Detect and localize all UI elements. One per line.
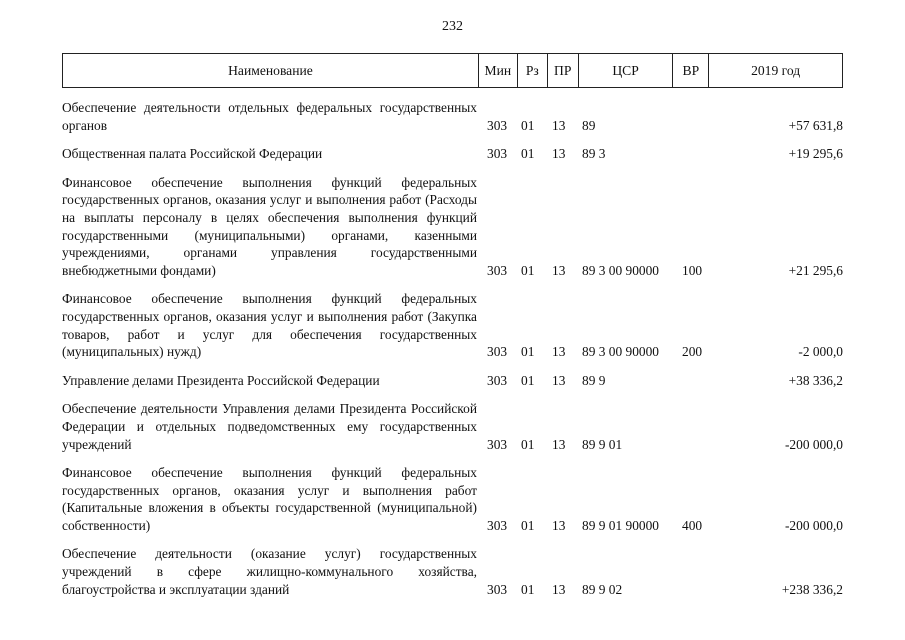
row-pr: 13: [552, 517, 566, 533]
row-name: Финансовое обеспечение выполнения функций федеральных государственных органов, оказания услуг и выполнения работ (Капитальные вложения в объекты государственной (муниципальной) собственности): [62, 465, 477, 533]
row-name: Управление делами Президента Российской Федерации: [62, 372, 380, 388]
row-value: -200 000,0: [784, 517, 843, 533]
row-codes: [62, 436, 843, 454]
header-csr: ЦСР: [579, 54, 674, 87]
row-codes: [62, 581, 843, 599]
row-pr: 13: [552, 581, 566, 597]
row-min: 303: [487, 581, 508, 597]
table-header: [62, 53, 843, 88]
row-rz: 01: [521, 117, 535, 133]
row-value: +57 631,8: [788, 117, 843, 133]
row-value: +21 295,6: [788, 262, 843, 278]
row-codes: [62, 117, 843, 135]
header-min: Мин: [479, 54, 518, 87]
row-vr: 200: [682, 344, 703, 360]
row-name: Финансовое обеспечение выполнения функций федеральных государственных органов, оказания услуг и выполнения работ (Закупка товаров, работ и услуг для обеспечения государственных (муниципальных) нужд): [62, 291, 477, 360]
row-min: 303: [487, 344, 508, 360]
row-pr: 13: [552, 372, 566, 388]
table-row: [62, 464, 843, 534]
row-csr: 89 3 00 90000: [582, 344, 659, 360]
header-vr: ВР: [673, 54, 709, 87]
table-row: [62, 174, 843, 280]
row-vr: 100: [682, 262, 703, 278]
row-rz: 01: [521, 436, 535, 452]
table-row: [62, 145, 843, 163]
row-value: -200 000,0: [784, 436, 843, 452]
row-rz: 01: [521, 262, 535, 278]
table-body: [62, 99, 843, 598]
row-min: 303: [487, 436, 508, 452]
row-min: 303: [487, 146, 508, 162]
row-codes: [62, 262, 843, 280]
row-csr: 89 9 01: [582, 436, 623, 452]
row-rz: 01: [521, 372, 535, 388]
row-csr: 89 9 02: [582, 581, 623, 597]
header-rz: Рз: [518, 54, 548, 87]
table-row: [62, 545, 843, 598]
row-pr: 13: [552, 262, 566, 278]
page-number: 232: [442, 19, 463, 34]
table-row: [62, 372, 843, 390]
row-value: +19 295,6: [788, 146, 843, 162]
row-min: 303: [487, 517, 508, 533]
row-vr: 400: [682, 517, 703, 533]
row-codes: [62, 145, 843, 163]
row-min: 303: [487, 262, 508, 278]
row-pr: 13: [552, 344, 566, 360]
header-name: Наименование: [63, 54, 479, 87]
row-codes: [62, 343, 843, 361]
row-csr: 89: [582, 117, 596, 133]
table-row: [62, 400, 843, 453]
row-min: 303: [487, 372, 508, 388]
row-value: +238 336,2: [781, 581, 843, 597]
row-name: Обеспечение деятельности отдельных федеральных государственных органов: [62, 100, 477, 133]
row-rz: 01: [521, 517, 535, 533]
row-csr: 89 3 00 90000: [582, 262, 659, 278]
row-rz: 01: [521, 581, 535, 597]
row-csr: 89 9 01 90000: [582, 517, 659, 533]
table-row: [62, 99, 843, 134]
row-name: Финансовое обеспечение выполнения функций федеральных государственных органов, оказания услуг и выполнения работ (Расходы на выплаты персоналу в целях обеспечения выполнения функций государственными (муниципальными) органами, казенными учреждениями, органами управления государственными внебюджетными фондами): [62, 174, 477, 278]
row-pr: 13: [552, 117, 566, 133]
header-year: 2019 год: [751, 62, 801, 78]
row-pr: 13: [552, 436, 566, 452]
row-rz: 01: [521, 146, 535, 162]
table-row: [62, 290, 843, 360]
row-name: Обеспечение деятельности Управления делами Президента Российской Федерации и отдельных подведомственных ему государственных учреждений: [62, 401, 477, 452]
header-pr: ПР: [548, 54, 579, 87]
row-csr: 89 3: [582, 146, 606, 162]
row-rz: 01: [521, 344, 535, 360]
row-name: Общественная палата Российской Федерации: [62, 146, 323, 162]
row-csr: 89 9: [582, 372, 606, 388]
row-value: +38 336,2: [788, 372, 843, 388]
row-value: -2 000,0: [798, 344, 843, 360]
row-pr: 13: [552, 146, 566, 162]
row-min: 303: [487, 117, 508, 133]
row-codes: [62, 372, 843, 390]
row-codes: [62, 517, 843, 535]
row-name: Обеспечение деятельности (оказание услуг) государственных учреждений в сфере жилищно-коммунального хозяйства, благоустройства и эксплуатации зданий: [62, 546, 477, 597]
